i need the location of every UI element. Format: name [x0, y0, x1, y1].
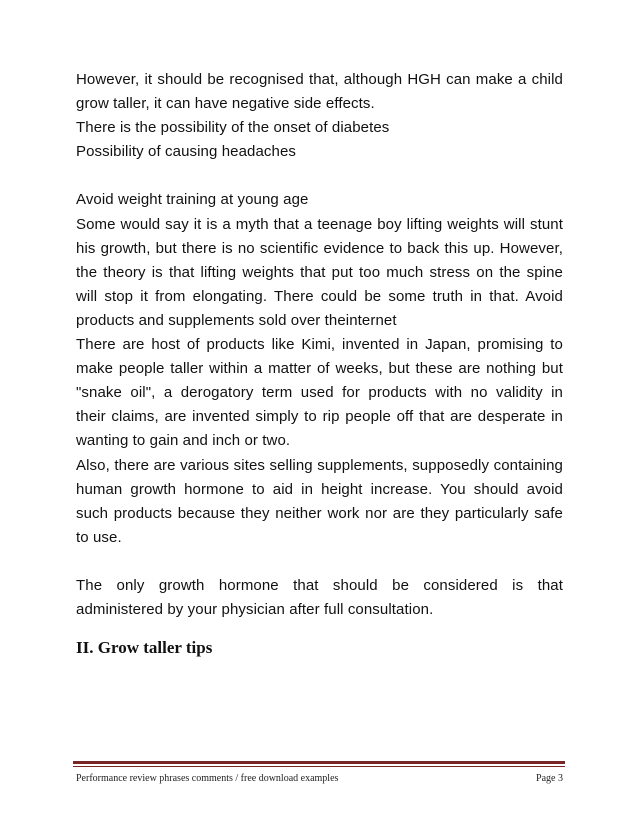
body-line: human growth hormone to aid in height increase. You should avoid	[76, 480, 563, 498]
body-line: There are host of products like Kimi, invented in Japan, promising to	[76, 336, 563, 354]
footer-title: Performance review phrases comments / free download examples	[76, 773, 339, 784]
body-line: products and supplements sold over theinternet	[76, 311, 397, 329]
body-line: make people taller within a matter of weeks, but these are nothing but	[76, 360, 563, 378]
footer-divider	[73, 761, 565, 764]
section-heading: II. Grow taller tips	[76, 638, 213, 657]
body-line: his growth, but there is no scientific evidence to back this up. However,	[76, 239, 563, 257]
body-line: will stop it from elongating. There could be some truth in that. Avoid	[76, 287, 563, 305]
body-line: The only growth hormone that should be considered is that	[76, 576, 563, 594]
body-line: There is the possibility of the onset of diabetes	[76, 119, 390, 137]
body-line: Possibility of causing headaches	[76, 143, 296, 161]
body-line: Some would say it is a myth that a teenage boy lifting weights will stunt	[76, 215, 563, 233]
body-line: administered by your physician after full consultation.	[76, 601, 434, 619]
body-line: Also, there are various sites selling supplements, supposedly containing	[76, 456, 563, 474]
document-body	[76, 68, 563, 622]
body-line: wanting to gain and inch or two.	[76, 432, 291, 450]
body-line: Avoid weight training at young age	[76, 191, 309, 209]
paragraph-spacer	[76, 550, 563, 574]
footer-divider-thin	[73, 766, 565, 767]
body-line: to use.	[76, 528, 122, 546]
paragraph-spacer	[76, 164, 563, 188]
page-footer	[76, 773, 563, 784]
page-number: Page 3	[536, 773, 563, 784]
body-line: their claims, are invented simply to rip people off that are desperate in	[76, 408, 563, 426]
body-line: the theory is that lifting weights that put too much stress on the spine	[76, 263, 563, 281]
body-line: such products because they neither work nor are they particularly safe	[76, 504, 563, 522]
body-line: "snake oil", a derogatory term used for products with no validity in	[76, 384, 563, 402]
body-line: However, it should be recognised that, although HGH can make a child	[76, 71, 563, 88]
body-line: grow taller, it can have negative side effects.	[76, 95, 375, 113]
